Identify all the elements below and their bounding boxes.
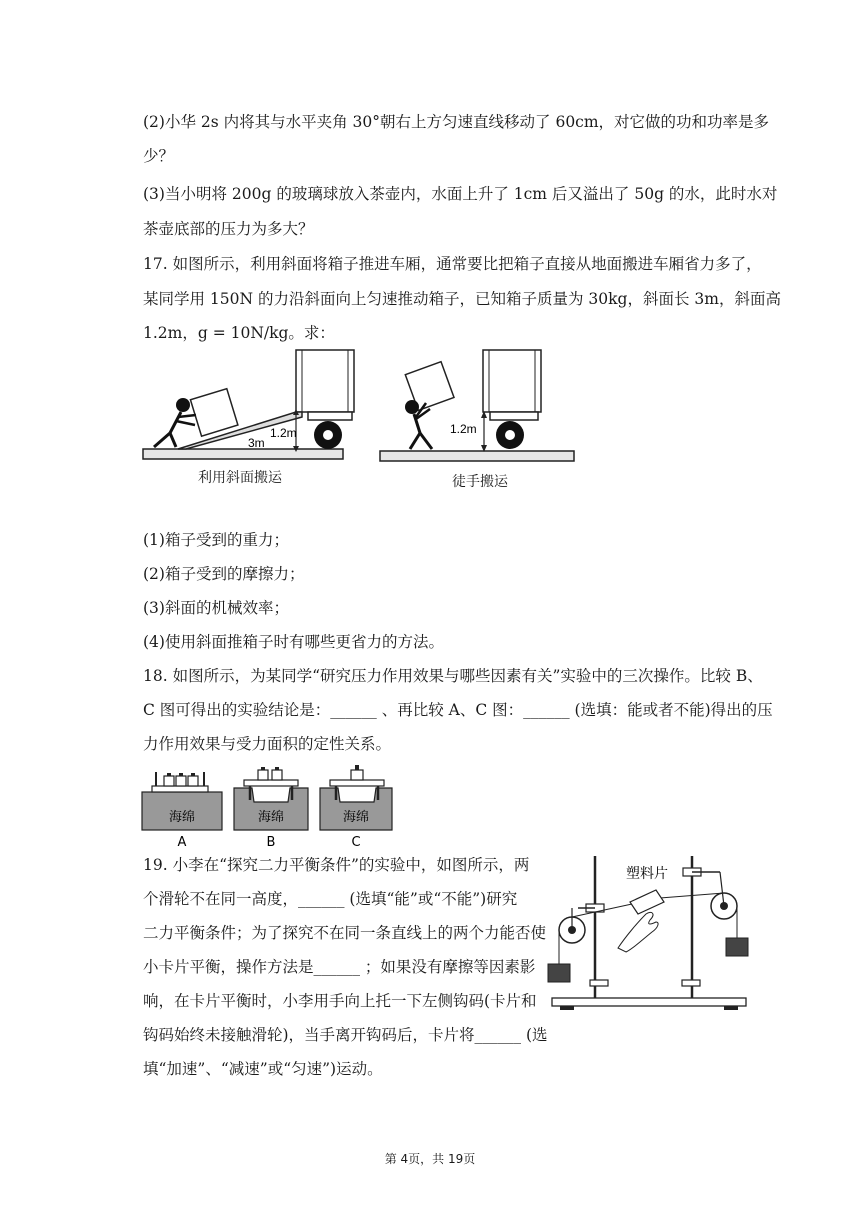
truck-body-right xyxy=(483,350,541,412)
q19-line1: 19. 小李在“探究二力平衡条件”的实验中，如图所示，两 xyxy=(143,856,530,874)
q17-stem-line3: 1.2m，g = 10N/kg。求： xyxy=(143,324,335,342)
height-label-right: 1.2m xyxy=(450,422,477,436)
q18-stem-line1: 18. 如图所示，为某同学“研究压力作用效果与哪些因素有关”实验中的三次操作。比较 B、 xyxy=(143,667,763,685)
stick-person-right xyxy=(405,400,419,414)
apparatus-base xyxy=(552,998,746,1006)
sponge-label-c: 海绵 xyxy=(342,810,370,825)
sponge-label-b: 海绵 xyxy=(257,810,285,825)
figure-caption-ramp: 利用斜面搬运 xyxy=(198,470,282,486)
height-label-left: 1.2m xyxy=(270,426,297,440)
experiment-c xyxy=(320,765,392,830)
q17-sub1: (1)箱子受到的重力； xyxy=(143,531,289,549)
q17-stem-line1: 17. 如图所示，利用斜面将箱子推进车厢，通常要比把箱子直接从地面搬进车厢省力多了， xyxy=(143,255,762,273)
q19-figure xyxy=(542,852,754,1014)
stick-person-left xyxy=(176,398,190,412)
ramp-length-label: 3m xyxy=(248,436,265,450)
page-footer: 第 4页，共 19页 xyxy=(384,1152,476,1166)
q19-line3: 二力平衡条件；为了探究不在同一条直线上的两个力能否使 xyxy=(143,924,547,942)
q16-part3-line1: (3)当小明将 200g 的玻璃球放入茶壶内，水面上升了 1cm 后又溢出了 50g 的水，此时水对 xyxy=(143,185,778,203)
plastic-card-label: 塑料片 xyxy=(626,866,668,882)
q17-sub3: (3)斜面的机械效率； xyxy=(143,599,289,617)
q19-line2: 个滑轮不在同一高度，______ (选填“能”或“不能”)研究 xyxy=(143,890,518,908)
truck-body-left xyxy=(296,350,354,412)
q17-sub4: (4)使用斜面推箱子时有哪些更省力的方法。 xyxy=(143,633,444,651)
q19-line6: 钩码始终未接触滑轮)，当手离开钩码后，卡片将______ (选 xyxy=(143,1026,548,1044)
experiment-a xyxy=(142,772,222,830)
q18-figure xyxy=(140,758,400,850)
label-a: A xyxy=(177,835,187,850)
hand-icon xyxy=(618,912,658,952)
ramp-scene xyxy=(143,350,354,459)
sponge-label-a: 海绵 xyxy=(168,810,196,825)
ground-right xyxy=(380,451,574,461)
q19-line4: 小卡片平衡，操作方法是______ ；如果没有摩擦等因素影 xyxy=(143,958,536,976)
q17-stem-line2: 某同学用 150N 的力沿斜面向上匀速推动箱子，已知箱子质量为 30kg，斜面长 3m，斜面高 xyxy=(143,290,781,308)
q16-part2-line2: 少？ xyxy=(143,147,175,165)
q19-line5: 响，在卡片平衡时，小李用手向上托一下左侧钩码(卡片和 xyxy=(143,992,537,1010)
q19-line7: 填“加速”、“减速”或“匀速”)运动。 xyxy=(143,1060,383,1078)
q17-sub2: (2)箱子受到的摩擦力； xyxy=(143,565,305,583)
experiment-b xyxy=(234,767,308,830)
lift-scene xyxy=(380,350,574,461)
plastic-card xyxy=(630,890,664,914)
left-weight xyxy=(548,964,570,982)
q18-stem-line3: 力作用效果与受力面积的定性关系。 xyxy=(143,735,392,753)
q18-stem-line2: C 图可得出的实验结论是：______ 、再比较 A、C 图：______ (选填：能或者不能)得出的压 xyxy=(143,701,773,719)
figure-caption-lift: 徒手搬运 xyxy=(452,474,508,490)
box-on-ramp xyxy=(190,389,237,436)
ground-left xyxy=(143,449,343,459)
label-b: B xyxy=(266,835,276,850)
q16-part3-line2: 茶壶底部的压力为多大？ xyxy=(143,220,314,238)
q16-part2-line1: (2)小华 2s 内将其与水平夹角 30°朝右上方匀速直线移动了 60cm，对它做的功和功率是多 xyxy=(143,113,770,131)
right-weight xyxy=(726,938,748,956)
label-c: C xyxy=(351,835,361,850)
